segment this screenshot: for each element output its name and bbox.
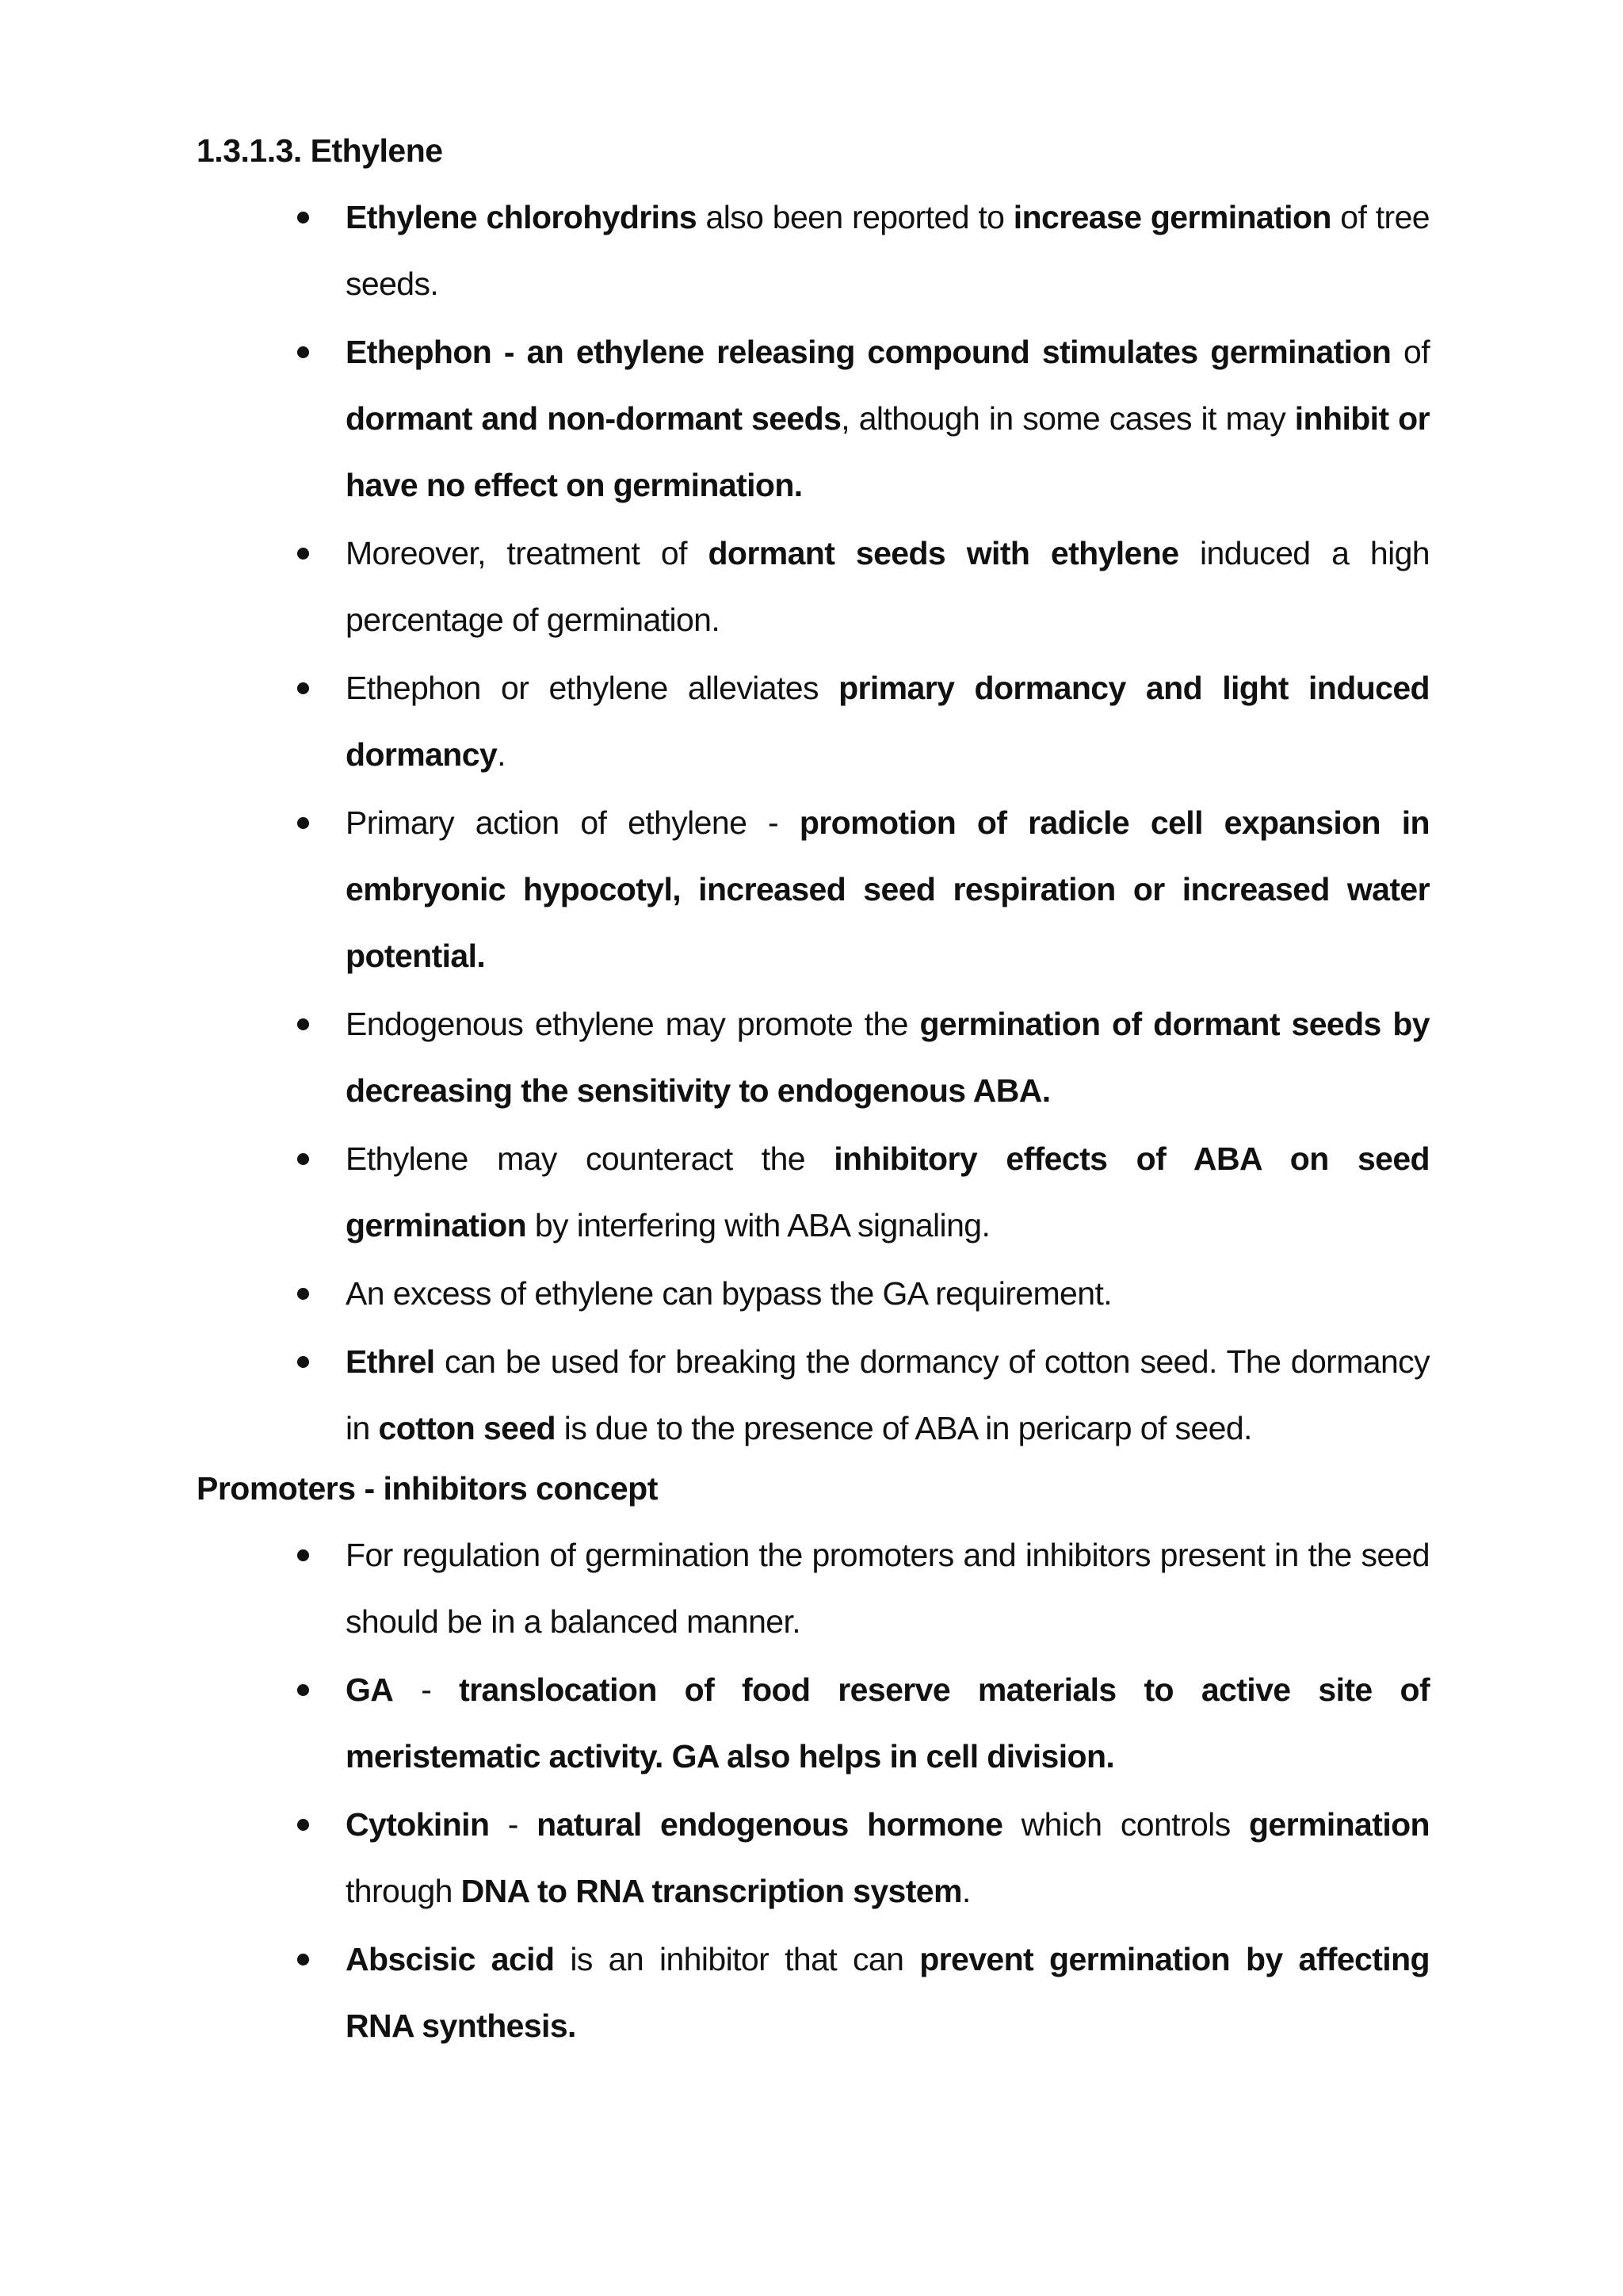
bullet-text-bold: translocation of food reserve materials to active site of meristematic activity. GA also helps in cell division. (346, 1671, 1430, 1775)
section-heading-promoters-inhibitors: Promoters - inhibitors concept (197, 1470, 658, 1507)
bullet-text-bold: natural endogenous hormone (537, 1806, 1003, 1843)
bullet-text-bold: dormant seeds with ethylene (708, 535, 1179, 571)
bullet-item (346, 1328, 1430, 1461)
bullet-text: Primary action of ethylene - (346, 804, 800, 841)
bullet-dot-icon (297, 212, 309, 223)
bullet-text-bold: Cytokinin (346, 1806, 490, 1843)
bullet-text: can be used for breaking the dormancy of cotton seed. The dormancy in (346, 1343, 1430, 1446)
bullet-text-bold: germination of dormant seeds by decreasing the sensitivity to endogenous ABA. (346, 1006, 1430, 1109)
bullet-text: also been reported to (697, 199, 1014, 235)
bullet-text: induced a high percentage of germination. (346, 535, 1430, 638)
bullet-dot-icon (297, 1288, 309, 1300)
bullet-dot-icon (297, 1018, 309, 1030)
bullet-text-bold: Abscisic acid (346, 1941, 555, 1977)
bullet-text: Endogenous ethylene may promote the (346, 1006, 920, 1042)
bullet-text-bold: inhibitory effects of ABA on seed germination (346, 1140, 1430, 1244)
bullet-text-bold: GA (346, 1671, 394, 1708)
bullet-text: through (346, 1873, 461, 1909)
bullet-text-bold: Ethephon - an ethylene releasing compound stimulates germination (346, 334, 1392, 370)
bullet-dot-icon (297, 1549, 309, 1561)
bullet-text-bold: inhibit or have no effect on germination. (346, 400, 1430, 503)
bullet-text-bold: increase germination (1013, 199, 1331, 235)
bullet-text: Ethylene may counteract the (346, 1140, 834, 1177)
ethylene-bullet-list (346, 184, 1430, 1461)
bullet-dot-icon (297, 1819, 309, 1831)
bullet-text: Ethephon or ethylene alleviates (346, 670, 839, 706)
bullet-dot-icon (297, 1153, 309, 1165)
bullet-item (346, 520, 1430, 653)
bullet-text-bold: promotion of radicle cell expansion in embryonic hypocotyl, increased seed respiration or increased water potential. (346, 804, 1430, 974)
bullet-item (346, 655, 1430, 788)
bullet-text-bold: germination (1248, 1806, 1430, 1843)
bullet-dot-icon (297, 817, 309, 829)
bullet-text-bold: DNA to RNA transcription system (460, 1873, 962, 1909)
bullet-text-bold: primary dormancy and light induced dormancy (346, 670, 1430, 773)
section-heading-ethylene: 1.3.1.3. Ethylene (197, 132, 443, 169)
bullet-text-bold: prevent germination by affecting RNA synthesis. (346, 1941, 1430, 2044)
bullet-item (346, 1125, 1430, 1259)
bullet-dot-icon (297, 548, 309, 560)
bullet-item (346, 991, 1430, 1124)
bullet-item (346, 1522, 1430, 1655)
promoters-inhibitors-bullet-list (346, 1522, 1430, 2059)
bullet-item (346, 789, 1430, 989)
bullet-text-bold: Ethrel (346, 1343, 435, 1380)
bullet-text: . (497, 736, 506, 773)
bullet-text: An excess of ethylene can bypass the GA requirement. (346, 1275, 1113, 1312)
bullet-text: , although in some cases it may (841, 400, 1295, 437)
bullet-text: which controls (1002, 1806, 1249, 1843)
bullet-item (346, 1791, 1430, 1924)
bullet-item (346, 184, 1430, 317)
bullet-item (346, 1260, 1430, 1327)
bullet-item (346, 1926, 1430, 2059)
bullet-text: For regulation of germination the promoters and inhibitors present in the seed should be in a balanced manner. (346, 1537, 1430, 1640)
bullet-text: is an inhibitor that can (554, 1941, 920, 1977)
bullet-text: is due to the presence of ABA in pericarp of seed. (556, 1410, 1252, 1446)
bullet-text: - (489, 1806, 537, 1843)
bullet-dot-icon (297, 1684, 309, 1696)
bullet-text-bold: dormant and non-dormant seeds (346, 400, 842, 437)
bullet-dot-icon (297, 1954, 309, 1966)
bullet-dot-icon (297, 1356, 309, 1368)
bullet-text: of (1391, 334, 1430, 370)
bullet-item (346, 319, 1430, 518)
bullet-text-bold: Ethylene chlorohydrins (346, 199, 697, 235)
bullet-dot-icon (297, 682, 309, 694)
bullet-dot-icon (297, 346, 309, 358)
bullet-item (346, 1656, 1430, 1790)
bullet-text: of tree seeds. (346, 199, 1430, 302)
bullet-text: Moreover, treatment of (346, 535, 708, 571)
bullet-text: - (393, 1671, 460, 1708)
bullet-text: by interfering with ABA signaling. (526, 1207, 991, 1244)
bullet-text-bold: cotton seed (378, 1410, 556, 1446)
bullet-text: . (961, 1873, 971, 1909)
